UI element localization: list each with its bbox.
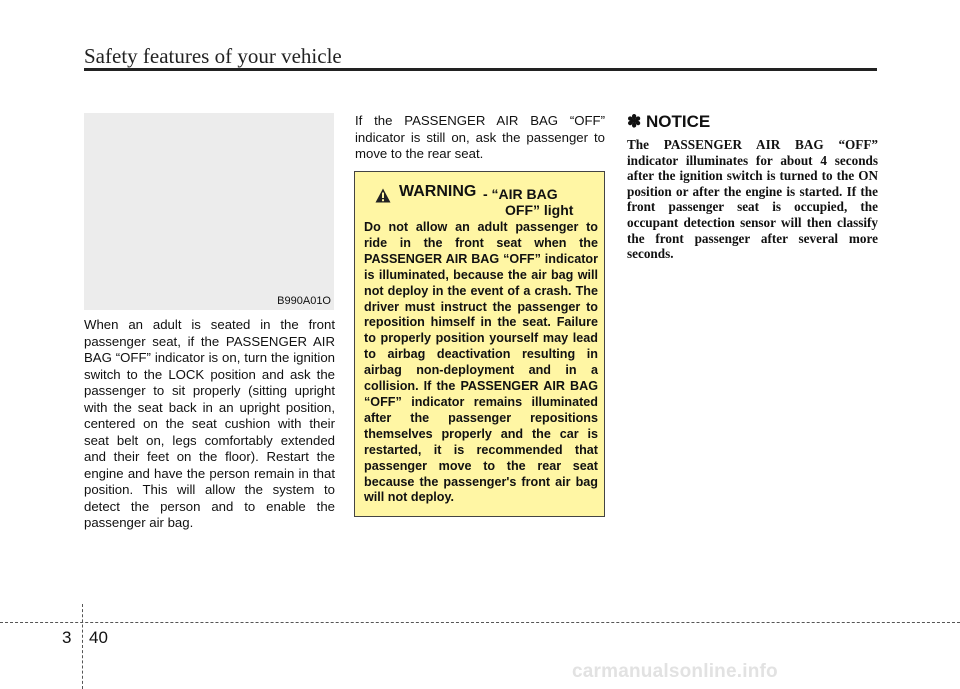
- warning-body: Do not allow an adult passenger to ride in the front seat when the PASSENGER AIR BAG “OFF” indicator is illuminated, because the air bag will not deploy in the event of a crash. The driver must instruct the passenger to reposition himself in the seat. Failure to properly position yourself may lead to airbag deactivation resulting in airbag non-deployment and in a collision. If the PASSENGER AIR BAG “OFF” indicator remains illuminated after the passenger repositions themselves properly and the car is restarted, it is recommended that passenger move to the rear seat because the passenger's front air bag will not deploy.: [364, 220, 598, 505]
- column1-paragraph: When an adult is seated in the front passenger seat, if the PASSENGER AIR BAG “OFF” indicator is on, turn the ignition switch to the LOCK position and ask the passenger to sit properly (sitting upright with the seat back in an upright position, centered on the seat cushion with their seat belt on, legs comfortably extended and their feet on the floor). Restart the engine and have the person remain in that position. This will allow the system to detect the person and to enable the passenger air bag.: [84, 317, 335, 530]
- footer-divider: [82, 604, 83, 689]
- footer-rule: [0, 622, 960, 623]
- warning-label: WARNING: [399, 183, 477, 200]
- warning-triangle-icon: [375, 188, 391, 203]
- warning-subtitle-line2: OFF” light: [505, 202, 574, 218]
- warning-box: [354, 171, 605, 517]
- notice-body: The PASSENGER AIR BAG “OFF” indicator illuminates for about 4 seconds after the ignition switch is turned to the ON position or after the engine is started. If the front passenger seat is occupied, the occupant detection sensor will then classify the front passenger after several more seconds.: [627, 137, 878, 262]
- figure-caption: B990A01O: [277, 295, 331, 307]
- warning-subtitle: [483, 186, 613, 218]
- warning-subtitle-line1: - “AIR BAG: [483, 186, 558, 202]
- column2-paragraph: If the PASSENGER AIR BAG “OFF” indicator is still on, ask the passenger to move to the rear seat.: [355, 113, 605, 161]
- page-number: 40: [89, 628, 108, 647]
- watermark: carmanualsonline.info: [572, 661, 778, 682]
- chapter-number: 3: [62, 628, 72, 647]
- notice-title: ✽ NOTICE: [627, 112, 711, 131]
- page-header-title: Safety features of your vehicle: [84, 44, 342, 68]
- figure-image: [84, 113, 334, 310]
- header-rule: [84, 68, 877, 71]
